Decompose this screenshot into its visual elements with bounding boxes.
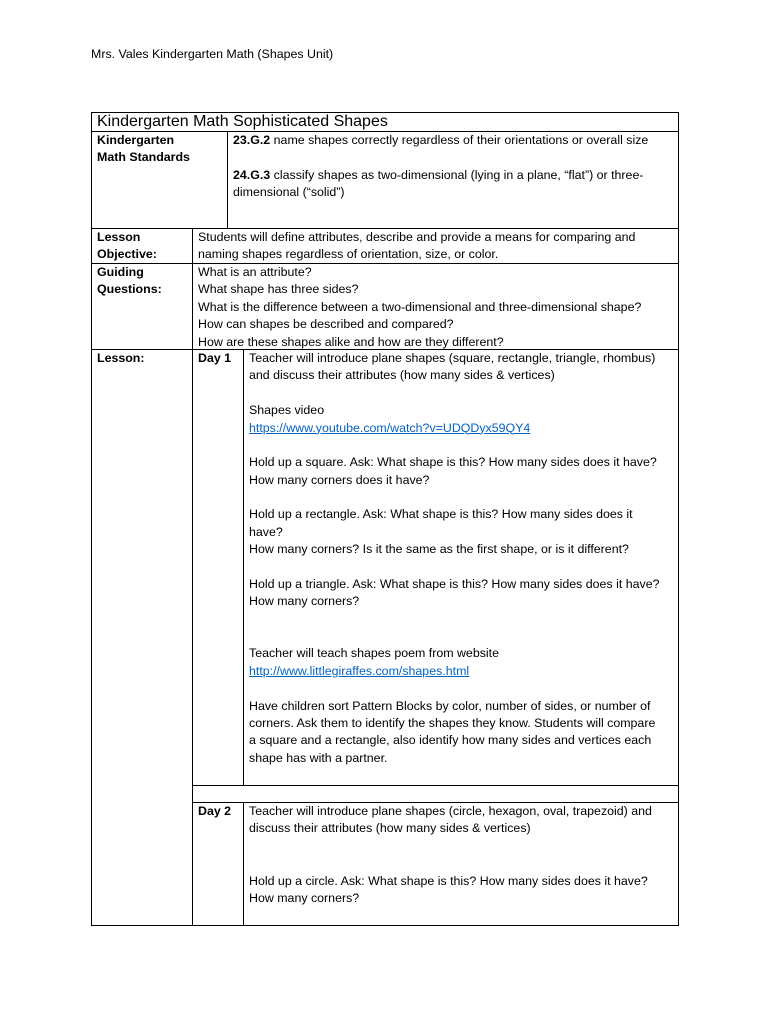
guiding-questions-label: Questions: — [97, 282, 162, 297]
lesson-text-line: have? — [249, 524, 283, 539]
objective-text-line: naming shapes regardless of orientation, size, or color. — [198, 247, 499, 262]
guiding-questions-label-cell — [91, 263, 193, 350]
lesson-text-line: How many corners? Is it the same as the first shape, or is it different? — [249, 542, 629, 557]
lesson-text-line: Hold up a circle. Ask: What shape is this? How many sides does it have? — [249, 873, 648, 888]
standard-text: classify shapes as two-dimensional (lying in a plane, “flat”) or three- — [273, 167, 644, 182]
lesson-text-line: Teacher will introduce plane shapes (square, rectangle, triangle, rhombus) — [249, 351, 656, 365]
shapes-video-link[interactable]: https://www.youtube.com/watch?v=UDQDyx59QY4 — [249, 420, 531, 435]
standards-content-cell — [227, 131, 679, 229]
objective-label: Lesson — [97, 230, 141, 244]
lesson-paragraph — [249, 645, 678, 680]
standards-label: Kindergarten — [97, 133, 175, 147]
guiding-question: How are these shapes alike and how are they different? — [198, 334, 504, 349]
objective-label: Objective: — [97, 247, 157, 262]
lesson-paragraph — [249, 873, 678, 908]
lesson-text-line: Teacher will introduce plane shapes (circle, hexagon, oval, trapezoid) and — [249, 804, 652, 818]
standards-label-cell — [91, 131, 228, 229]
guiding-question: How can shapes be described and compared? — [198, 317, 454, 332]
guiding-question: What is the difference between a two-dimensional and three-dimensional shape? — [198, 299, 642, 314]
standard-text: name shapes correctly regardless of their orientations or overall size — [273, 133, 649, 147]
lesson-text-line: Hold up a triangle. Ask: What shape is this? How many sides does it have? — [249, 576, 660, 591]
lesson-paragraph — [249, 350, 678, 385]
guiding-question: What shape has three sides? — [198, 282, 359, 297]
table-title: Kindergarten Math Sophisticated Shapes — [97, 113, 388, 130]
standard-line — [233, 167, 678, 184]
link-line — [249, 420, 678, 437]
objective-content-cell — [192, 228, 679, 264]
day-2-content-cell — [243, 802, 679, 926]
standard-item — [233, 132, 678, 149]
lesson-paragraph — [249, 576, 678, 611]
lesson-paragraph — [249, 803, 678, 838]
guiding-question: What is an attribute? — [198, 265, 312, 279]
lesson-text-line: How many corners? — [249, 594, 360, 609]
lesson-text-line: Have children sort Pattern Blocks by color, number of sides, or number of — [249, 698, 651, 713]
day-1-content-cell — [243, 349, 679, 786]
objective-text-line: Students will define attributes, describe and provide a means for comparing and — [198, 230, 636, 244]
lesson-text-line: and discuss their attributes (how many sides & vertices) — [249, 368, 555, 383]
guiding-questions-label: Guiding — [97, 265, 144, 279]
table-title-cell — [91, 112, 679, 132]
lesson-paragraph — [249, 454, 678, 489]
document-header: Mrs. Vales Kindergarten Math (Shapes Unit) — [91, 47, 334, 61]
day-1-label: Day 1 — [198, 351, 232, 365]
standards-label: Math Standards — [97, 150, 190, 165]
standard-item — [233, 167, 678, 202]
lesson-text-line: Hold up a rectangle. Ask: What shape is this? How many sides does it — [249, 507, 633, 522]
lesson-text-line: Teacher will teach shapes poem from website — [249, 646, 499, 661]
lesson-text-line: How many corners? — [249, 890, 360, 905]
standard-line — [233, 132, 678, 149]
lesson-text-line: corners. Ask them to identify the shapes they know. Students will compare — [249, 715, 656, 730]
lesson-text-line: Shapes video — [249, 403, 325, 418]
guiding-questions-content-cell — [192, 263, 679, 350]
lesson-paragraph — [249, 402, 678, 437]
shapes-poem-link[interactable]: http://www.littlegiraffes.com/shapes.html — [249, 663, 470, 678]
standard-code: 24.G.3 — [233, 167, 271, 182]
lesson-paragraph — [249, 698, 678, 768]
lesson-text-line: How many corners does it have? — [249, 472, 430, 487]
lesson-paragraph — [249, 506, 678, 558]
day-2-label: Day 2 — [198, 804, 232, 818]
day-1-label-cell — [192, 349, 244, 786]
objective-label-cell — [91, 228, 193, 264]
lesson-label-cell — [91, 349, 193, 926]
lesson-label: Lesson: — [97, 351, 145, 365]
lesson-text-line: Hold up a square. Ask: What shape is this? How many sides does it have? — [249, 455, 657, 470]
standard-text: dimensional (“solid”) — [233, 185, 345, 200]
link-line — [249, 663, 678, 680]
standard-code: 23.G.2 — [233, 133, 271, 147]
lesson-text-line: shape has with a partner. — [249, 750, 388, 765]
day-2-label-cell — [192, 802, 244, 926]
lesson-text-line: discuss their attributes (how many sides & vertices) — [249, 821, 531, 836]
lesson-text-line: a square and a rectangle, also identify how many sides and vertices each — [249, 733, 652, 748]
